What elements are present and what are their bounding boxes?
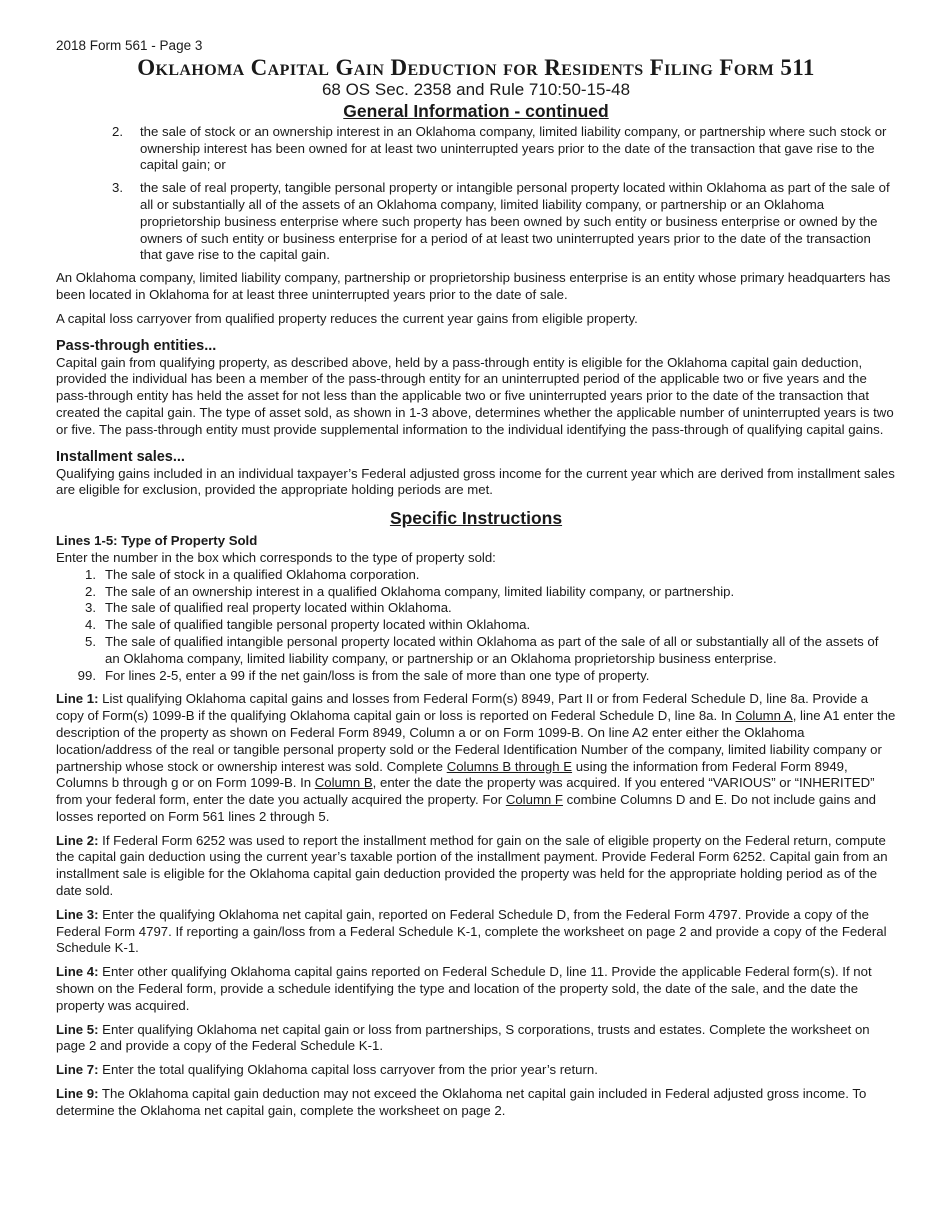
- columns-b-e-ref: Columns B through E: [446, 758, 573, 774]
- line-label: Line 7:: [56, 1062, 99, 1078]
- list-item: [56, 567, 896, 584]
- type-number: 99.: [77, 667, 96, 683]
- type-number: 5.: [85, 633, 96, 649]
- line-9-text: The Oklahoma capital gain deduction may not exceed the Oklahoma net capital gain included in Federal adjusted gross income. To determine the Oklahoma net capital gain, complete the worksheet on page 2.: [56, 1086, 867, 1118]
- installment-heading: Installment sales...: [56, 448, 185, 465]
- column-b-ref: Column B: [314, 775, 373, 791]
- list-item-number: 2.: [112, 123, 123, 139]
- list-item-text: the sale of real property, tangible personal property or intangible personal property located within Oklahoma as part of the sale of all or substantially all of the assets of an Oklahoma company, limited liability company, or partnership or an Oklahoma proprietorship business enterprise where such property has been owned by such entity or business enterprise or owned by the owners of such entity or business enterprise for a period of at least two uninterrupted years prior to the date of the transaction that gave rise to the capital gain.: [140, 180, 890, 263]
- list-item: [56, 600, 896, 617]
- line-1-text: , enter the date the property was acquired. If you entered “VARIOUS” or “INHERITED” from your federal form, enter the date you actually acquired the property. For: [56, 775, 875, 808]
- type-text: The sale of qualified intangible personal property located within Oklahoma as part of the sale of all or substantially all of the assets of an Oklahoma company, limited liability company, or partnership or an Oklahoma proprietorship business enterprise.: [105, 633, 879, 666]
- page-label: 2018 Form 561 - Page 3: [56, 38, 203, 53]
- specific-instructions-heading: Specific Instructions: [389, 508, 563, 529]
- loss-carryover-paragraph: A capital loss carryover from qualified property reduces the current year gains from eligible property.: [56, 310, 638, 326]
- line-label: Line 4:: [56, 964, 99, 980]
- list-item: [56, 584, 896, 601]
- list-item: [56, 617, 896, 634]
- lines-1-5-intro: Enter the number in the box which corresponds to the type of property sold:: [56, 549, 496, 565]
- column-f-ref: Column F: [505, 792, 563, 808]
- type-text: The sale of qualified real property located within Oklahoma.: [105, 600, 452, 616]
- passthrough-paragraph: Capital gain from qualifying property, as described above, held by a pass-through entity is eligible for the Oklahoma capital gain deduction, provided the individual has been a member of the pass-through entity for an uninterrupted period of the applicable two or five years and the pass-through entity has held the asset for not less than the applicable two or five uninterrupted years prior to the date of the transaction that created the capital gain. The type of asset sold, as shown in 1-3 above, determines whether the applicable number of uninterrupted years is two or five. The pass-through entity must provide supplemental information to the individual identifying the pass-through of qualifying capital gains.: [56, 354, 894, 437]
- company-definition-paragraph: An Oklahoma company, limited liability company, partnership or proprietorship business enterprise is an entity whose primary headquarters has been located in Oklahoma for at least three uninterrupted years prior to the date of sale.: [56, 270, 891, 302]
- list-item: [56, 180, 896, 264]
- form-subtitle: 68 OS Sec. 2358 and Rule 710:50-15-48: [321, 79, 631, 99]
- passthrough-heading: Pass-through entities...: [56, 337, 217, 354]
- type-number: 2.: [85, 583, 96, 599]
- line-2-instructions: [56, 833, 896, 900]
- list-item-number: 3.: [112, 180, 123, 196]
- line-label: Line 2:: [56, 832, 99, 848]
- line-3-text: Enter the qualifying Oklahoma net capital gain, reported on Federal Schedule D, from the Federal Form 4797. Provide a copy of the Federal Form 4797. If reporting a gain/loss from a Federal Schedule K-1, complete the worksheet on page 2 and provide a copy of the Federal Schedule K-1.: [56, 906, 887, 956]
- line-label: Line 3:: [56, 906, 99, 922]
- list-item: [56, 124, 896, 174]
- line-5-instructions: [56, 1022, 896, 1056]
- type-number: 1.: [85, 566, 96, 582]
- line-1-instructions: [56, 691, 896, 825]
- list-item-text: the sale of stock or an ownership interest in an Oklahoma company, limited liability company, or partnership where such stock or ownership interest has been owned for at least two uninterrupted years prior to the date of the transaction that gave rise to the capital gain; or: [140, 123, 887, 173]
- type-text: The sale of qualified tangible personal property located within Oklahoma.: [105, 617, 531, 633]
- line-1-text: List qualifying Oklahoma capital gains and losses from Federal Form(s) 8949, Part II or from Federal Schedule D, line 8a. Provide a copy of Form(s) 1099-B if the qualifying Oklahoma capital gain or loss is reported on Federal Schedule D, line 8a. In: [56, 691, 869, 724]
- property-type-list: [56, 567, 896, 685]
- list-item: [56, 668, 896, 685]
- installment-paragraph: Qualifying gains included in an individual taxpayer’s Federal adjusted gross income for the current year which are derived from installment sales are eligible for exclusion, provided the appropriate holding periods are met.: [56, 465, 895, 498]
- form-page: [56, 38, 896, 1127]
- line-1-text: using the information from Federal Form 8949, Columns b through g or on Form 1099-B. In: [56, 758, 848, 791]
- line-3-instructions: [56, 907, 896, 957]
- general-info-heading: General Information - continued: [343, 100, 609, 121]
- type-text: For lines 2-5, enter a 99 if the net gain/loss is from the sale of more than one type of property.: [105, 667, 650, 683]
- line-5-text: Enter qualifying Oklahoma net capital gain or loss from partnerships, S corporations, trusts and estates. Complete the worksheet on page 2 and provide a copy of the Federal Schedule K-1.: [56, 1021, 870, 1054]
- line-label: Line 1:: [56, 691, 99, 707]
- form-title: Oklahoma Capital Gain Deduction for Residents Filing Form 511: [137, 54, 815, 80]
- type-text: The sale of stock in a qualified Oklahoma corporation.: [105, 566, 420, 582]
- list-item: [56, 634, 896, 668]
- line-2-text: If Federal Form 6252 was used to report the installment method for gain on the sale of eligible property on the Federal return, compute the capital gain deduction using the current year’s taxable portion of the installment payment. Provide Federal Form 6252. Capital gain from an installment sale is eligible for the Oklahoma capital gain deduction provided the property was held for the appropriate holding period as of the date sold.: [56, 832, 888, 899]
- column-a-ref: Column A: [735, 708, 793, 724]
- line-1-text: , line A1 enter the description of the property as shown on Federal Form 8949, Column a or on Form 1099-B. On line A2 enter either the Oklahoma location/address of the real or tangible personal property sold or the Federal Identification Number of the company, limited liability company or partnership whose stock or ownership interest was sold. Complete: [56, 708, 896, 774]
- line-4-instructions: [56, 964, 896, 1014]
- line-label: Line 5:: [56, 1021, 99, 1037]
- line-9-instructions: [56, 1086, 896, 1120]
- lines-1-5-heading: Lines 1-5: Type of Property Sold: [56, 533, 258, 549]
- line-1-text: combine Columns D and E. Do not include gains and losses reported on Form 561 lines 2 through 5.: [56, 792, 877, 824]
- type-number: 4.: [85, 617, 96, 633]
- line-label: Line 9:: [56, 1086, 99, 1102]
- type-number: 3.: [85, 600, 96, 616]
- line-4-text: Enter other qualifying Oklahoma capital gains reported on Federal Schedule D, line 11. Provide the applicable Federal form(s). If not shown on the Federal form, provide a schedule identifying the type and location of the property sold, the date of the sale, and the date the property was acquired.: [56, 964, 872, 1013]
- line-7-text: Enter the total qualifying Oklahoma capital loss carryover from the prior year’s return.: [98, 1062, 598, 1078]
- type-text: The sale of an ownership interest in a qualified Oklahoma company, limited liability company, or partnership.: [105, 583, 735, 599]
- general-info-list: [56, 124, 896, 264]
- line-7-instructions: [56, 1062, 896, 1079]
